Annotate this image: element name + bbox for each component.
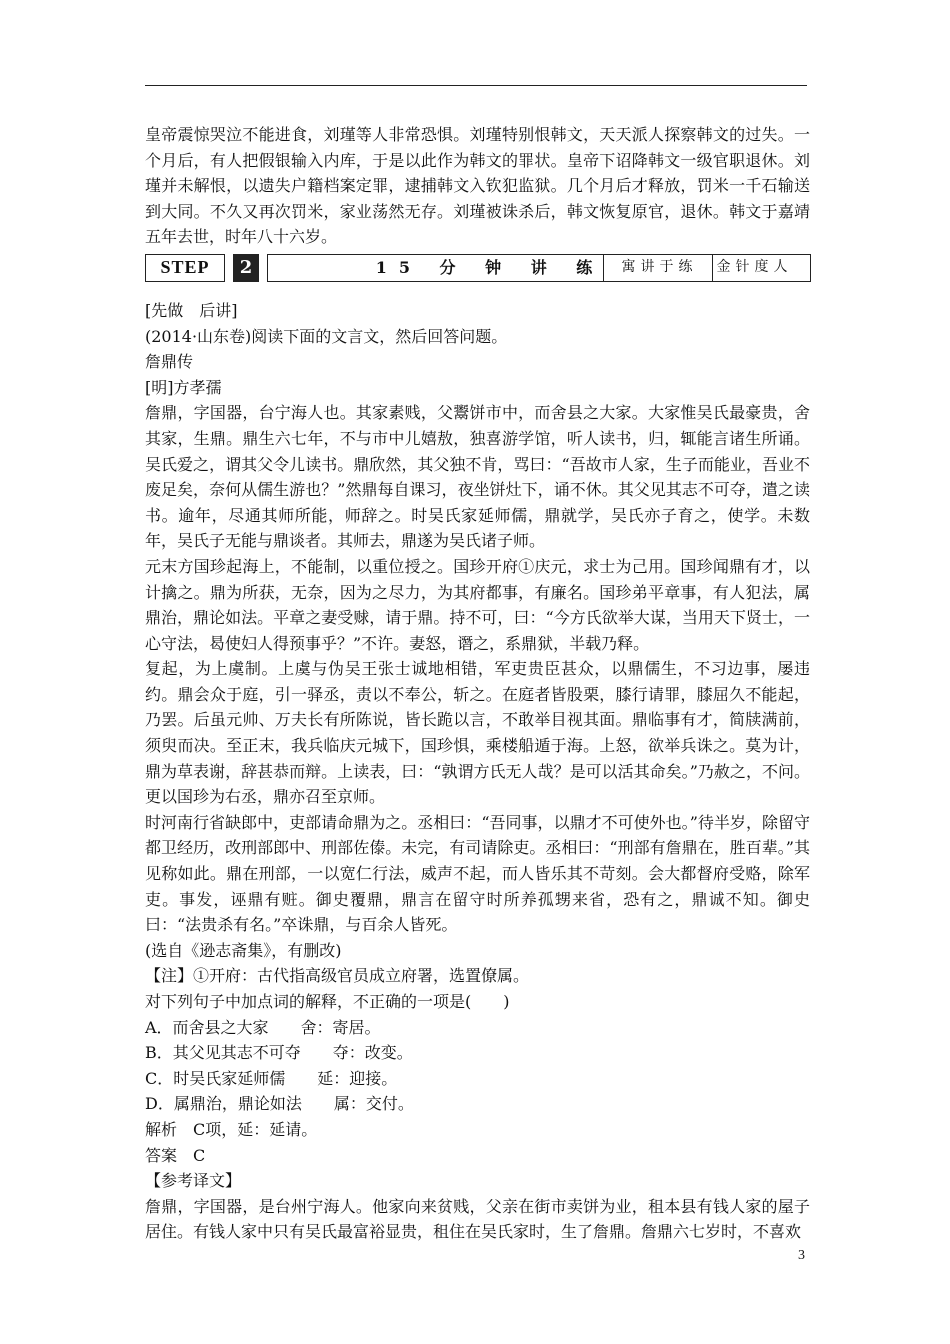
translation-heading: 【参考译文】	[145, 1171, 242, 1191]
option-b: B．其父见其志不可夺 夺：改变。	[145, 1043, 413, 1063]
option-d: D．属鼎治，鼎论如法 属：交付。	[145, 1094, 414, 1114]
instruction-line: [先做 后讲]	[145, 300, 238, 320]
translation-paragraph: 詹鼎，字国器，是台州宁海人。他家向来贫贱，父亲在街市卖饼为业，租本县有钱人家的屋子居住。有钱人家中只有吴氏最富裕显贵，租住在吴氏家时，生了詹鼎。詹鼎六七岁时，不喜欢	[145, 1196, 810, 1242]
page-content	[145, 122, 810, 1245]
passage-paragraph: 时河南行省缺郎中，吏部请命鼎为之。丞相曰：“吾同事，以鼎才不可使外也。”待半岁，除留守都卫经历，改刑部郎中、刑部佐傣。未完，有司请除吏。丞相曰：“刑部有詹鼎在，胜百辈。”其见称如此。鼎在刑部，一以宽仁行法，威声不起，而人皆乐其不苛刻。会大都督府受赂，除军吏。事发，诬鼎有赃。御史覆鼎，鼎言在留守时所养孤甥来省，恐有之，鼎诚不知。御史曰：“法贵杀有名。”卒诛鼎，与百余人皆死。	[145, 812, 810, 935]
passage-paragraph: 元末方国珍起海上，不能制，以重位授之。国珍开府①庆元，求士为己用。国珍闻鼎有才，以计擒之。鼎为所获，无奈，因为之尽力，为其府都事，有廉名。国珍弟平章事，有人犯法，属鼎治，鼎论如法。平章之妻受赇，请于鼎。持不可，曰：“今方氏欲举大谋，当用天下贤士，一心守法，曷使妇人得预事乎？”不许。妻怒，谮之，系鼎狱，半载乃释。	[145, 556, 810, 653]
answer: 答案 C	[145, 1145, 206, 1165]
passage-title: 詹鼎传	[145, 352, 194, 372]
footnote: 【注】①开府：古代指高级官员成立府署，选置僚属。	[145, 966, 530, 986]
step-label: STEP	[145, 254, 225, 282]
step-number: 2	[233, 254, 259, 282]
option-a: A．而舍县之大家 舍：寄居。	[145, 1017, 381, 1037]
passage-paragraph: 复起，为上虞制。上虞与伪吴王张士诚地相错，军吏贵臣甚众，以鼎儒生，不习边事，屡违约。鼎会众于庭，引一驿丞，责以不奉公，斩之。在庭者皆股栗，膝行请罪，膝屈久不能起，乃罢。后虽元帅、万夫长有所陈说，皆长跪以言，不敢举目视其面。鼎临事有才，简牍满前，须臾而决。至正末，我兵临庆元城下，国珍惧，乘楼船遁于海。上怒，欲举兵诛之。莫为计，鼎为草表谢，辞甚恭而辩。上读表，曰：“孰谓方氏无人哉？是可以活其命矣。”乃赦之，不问。更以国珍为右丞，鼎亦召至京师。	[145, 659, 810, 807]
step-banner	[145, 254, 810, 290]
question: 对下列句子中加点词的解释，不正确的一项是( )	[145, 992, 510, 1011]
step-motto: 寓讲于练 金针度人	[603, 254, 811, 282]
passage-paragraph: 詹鼎，字国器，台宁海人也。其家素贱，父鬻饼市中，而舍县之大家。大家惟吴氏最豪贵，舍其家，生鼎。鼎生六七年，不与市中儿嬉敖，独喜游学馆，听人读书，归，辄能言诸生所诵。吴氏爱之，谓其父令儿读书。鼎欣然，其父独不肯，骂曰：“吾故市人家，生子而能业，吾业不废足矣，奈何从儒生游也？”然鼎每自课习，夜坐饼灶下，诵不休。其父见其志不可夺，遣之读书。逾年，尽通其师所能，师辞之。时吴氏家延师儒，鼎就学，吴氏亦子育之，使学。未数年，吴氏子无能与鼎谈者。其师去，鼎遂为吴氏诸子师。	[145, 403, 810, 551]
analysis: 解析 C项，延：延请。	[145, 1119, 318, 1139]
passage-source: (选自《逊志斋集》，有删改)	[145, 940, 342, 960]
exam-source-line: (2014·山东卷)阅读下面的文言文，然后回答问题。	[145, 326, 508, 346]
passage-author: [明]方孝孺	[145, 377, 222, 397]
option-c: C．时吴氏家延师儒 延：迎接。	[145, 1068, 398, 1088]
page-number: 3	[798, 1248, 805, 1263]
step-title: 15 分 钟 讲 练	[267, 254, 713, 282]
header-rule	[145, 85, 807, 86]
intro-paragraph: 皇帝震惊哭泣不能进食，刘瑾等人非常恐惧。刘瑾特别恨韩文，天天派人探察韩文的过失。一个月后，有人把假银输入内库，于是以此作为韩文的罪状。皇帝下诏降韩文一级官职退休。刘瑾并未解恨，以遗失户籍档案定罪，逮捕韩文入钦犯监狱。几个月后才释放，罚米一千石输送到大同。不久又再次罚米，家业荡然无存。刘瑾被诛杀后，韩文恢复原官，退休。韩文于嘉靖五年去世，时年八十六岁。	[145, 125, 810, 247]
